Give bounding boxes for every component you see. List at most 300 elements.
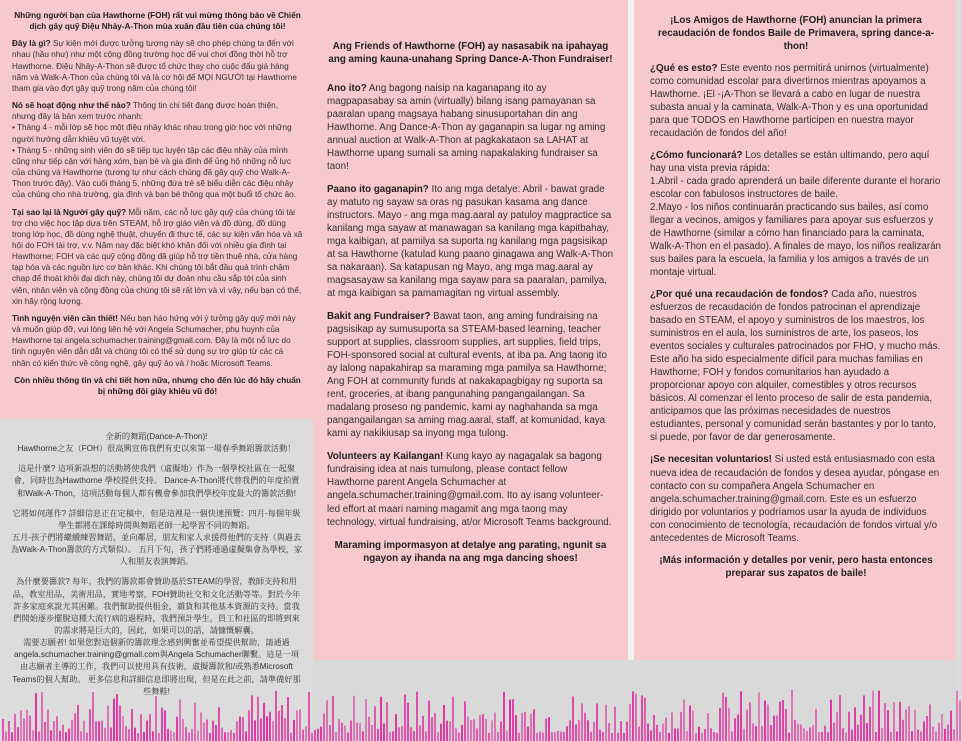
spanish-what-heading: ¿Qué es esto? <box>650 63 718 75</box>
sound-wave-bar <box>689 705 691 741</box>
sound-wave-bar <box>722 693 724 741</box>
sound-wave-bar <box>380 697 382 741</box>
sound-wave-bar <box>626 722 628 741</box>
sound-wave-bar <box>476 728 478 741</box>
sound-wave-bar <box>167 729 169 741</box>
sound-wave-bar <box>824 726 826 741</box>
sound-wave-bar <box>503 692 505 741</box>
sound-wave-bar <box>497 732 499 741</box>
sound-wave-bar <box>629 704 631 741</box>
sound-wave-bar <box>500 721 502 741</box>
sound-wave-bar <box>605 705 607 741</box>
sound-wave-bar <box>104 728 106 741</box>
sound-wave-bar <box>593 722 595 741</box>
sound-wave-bar <box>428 701 430 741</box>
sound-wave-bar <box>887 710 889 741</box>
sound-wave-bar <box>113 699 115 741</box>
sound-wave-bar <box>728 708 730 741</box>
sound-wave-bar <box>491 720 493 741</box>
sound-wave-bar <box>857 725 859 741</box>
sound-wave-bar <box>590 732 592 741</box>
sound-wave-bar <box>383 724 385 741</box>
sound-wave-bar <box>719 708 721 741</box>
sound-wave-bar <box>41 692 43 741</box>
sound-wave-bar <box>338 719 340 741</box>
sound-wave-bar <box>767 705 769 741</box>
sound-wave-bar <box>758 692 760 741</box>
sound-wave-bar <box>176 717 178 741</box>
sound-wave-bar <box>251 695 253 741</box>
sound-wave-bar <box>290 733 292 741</box>
sound-wave-bar <box>677 729 679 741</box>
sound-wave-bar <box>158 733 160 741</box>
sound-wave-bar <box>902 720 904 741</box>
sound-wave-bar <box>179 700 181 741</box>
vietnamese-title: Những người bạn của Hawthorne (FOH) rất vui mừng thông báo về Chiến dịch gây quỹ Điệu Nhảy-A-Thon mùa xuân đầu tiên của chúng tôi! <box>14 11 301 32</box>
sound-wave-bar <box>542 733 544 741</box>
tagalog-footer: Maraming impormasyon at detalye ang parating, ngunit sa ngayon ay ihanda na ang mga dancing shoes! <box>334 539 607 564</box>
sound-wave-bar <box>206 719 208 741</box>
sound-wave-bar <box>440 724 442 741</box>
sound-wave-bar <box>686 731 688 741</box>
vietnamese-footer: Còn nhiều thông tin và chi tiết hơn nữa, nhưng cho đến lúc đó hãy chuẩn bị những đôi giày khiêu vũ đó! <box>14 375 301 396</box>
sound-wave-bar <box>929 704 931 741</box>
tagalog-why-paragraph: Bakit ang Fundraiser? Bawat taon, ang aming fundraising na pagsisikap ay sumusuporta sa STEAM-based learning, teacher support at supplies, classroom supplies, art supplies, field trips, FOH-sponsored social at cultural events, at iba pa. Ang taong ito ay lalong napakahirap sa maraming mga pamilya sa Hawthorne; Ang FOH at community funds at nakakapagbigay ng suporta sa rent, groceries, at ibang pangunahing pangangailangan. Sa madalang proseso ng pandemic, kami ay naghahanda sa mga pangangailangan sa aming mag.aaral, staff, at komunidad, kaya kami ay nakikiusap sa inyong mga tulong. <box>327 311 607 440</box>
chinese-how-paragraph: 它將如何運作? 詳細信息正在定稿中，但是這裡是一個快速預覽：四月-每個年級學生都將在課餘時間與舞蹈老師一起學習不同的舞蹈。 <box>12 508 301 530</box>
sound-wave-bar <box>899 702 901 741</box>
sound-wave-bar <box>650 730 652 741</box>
sound-wave-bar <box>953 729 955 741</box>
sound-wave-bar <box>23 719 25 741</box>
sound-wave-bar <box>713 732 715 741</box>
sound-wave-bar <box>587 720 589 741</box>
vietnamese-how-paragraph: Nó sẽ hoạt động như thế nào? Thông tin chi tiết đang được hoàn thiện, nhưng đây là bản xem trước nhanh: • Tháng 4 - mỗi lớp sẽ học một điệu nhảy khác nhau trong giờ học với những người hướng dẫn khiêu vũ tuyệt vời. • Tháng 5 - những sinh viên đó sẽ tiếp tục luyện tập các điệu nhảy của mình cũng như tiếp cận với hàng xóm, bạn bè và gia đình để ủng hộ những nỗ lực của chúng và Hawthorne (tương tự như cách chúng đã gây quỹ cho Walk-A-Thon trước đây). Vào cuối tháng 5, những đứa trẻ sẽ biểu diễn các điệu nhảy của chúng cho nhà trường, gia đình và bạn bè thông qua một buổi tổ chức ảo. <box>12 101 296 200</box>
sound-wave-bar <box>188 732 190 741</box>
sound-wave-bar <box>782 700 784 741</box>
sound-wave-bar <box>836 712 838 741</box>
sound-wave-bar <box>908 706 910 741</box>
sound-wave-bar <box>197 731 199 741</box>
sound-wave-bar <box>44 722 46 741</box>
sound-wave-bar <box>701 733 703 741</box>
sound-wave-bar <box>554 732 556 741</box>
sound-wave-bar <box>851 730 853 741</box>
sound-wave-bar <box>614 707 616 741</box>
vietnamese-section <box>0 0 313 419</box>
sound-wave-bar <box>98 721 100 741</box>
sound-wave-bar <box>560 732 562 741</box>
sound-wave-bar <box>518 733 520 741</box>
sound-wave-bar <box>740 691 742 741</box>
tagalog-section <box>313 0 628 660</box>
tagalog-how-heading: Paano ito gaganapin? <box>327 184 429 196</box>
vietnamese-why-heading: Tại sao lại là Người gây quỹ? <box>12 207 127 217</box>
sound-wave-bar <box>359 723 361 741</box>
sound-wave-bar <box>374 706 376 741</box>
sound-wave-bar <box>275 691 277 741</box>
tagalog-title: Ang Friends of Hawthorne (FOH) ay nasasabik na ipahayag ang aming kauna-unahang Spring Dance-A-Thon Fundraiser! <box>328 41 613 66</box>
sound-wave-bar <box>938 723 940 741</box>
sound-wave-bar <box>269 712 271 741</box>
sound-wave-bar <box>521 713 523 741</box>
sound-wave-bar <box>350 720 352 741</box>
sound-wave-bar <box>92 692 94 741</box>
chinese-what-paragraph: 這是什麼? 這項新設想的活動將使我們（虛擬地）作為一個學校社區在一起聚會，同時也為Hawthorne 學校提供支持。 Dance-A-Thon將代替我們的年度拍賣和Walk-A-Thon，這項活動每個人都有機會參加我們學校年度最大的籌款活動! <box>13 464 300 498</box>
sound-wave-bar <box>161 708 163 741</box>
sound-wave-bar <box>656 725 658 741</box>
sound-wave-bar <box>683 700 685 741</box>
sound-wave-bar <box>956 691 958 741</box>
page-edge <box>956 0 962 741</box>
sound-wave-bar <box>419 725 421 741</box>
sound-wave-bar <box>17 727 19 741</box>
sound-wave-bar <box>470 720 472 741</box>
sound-wave-bar <box>326 700 328 741</box>
spanish-title: ¡Los Amigos de Hawthorne (FOH) anuncian la primera recaudación de fondos Baile de Primavera, spring dance-a-thon! <box>657 15 935 53</box>
sound-wave-bar <box>788 733 790 741</box>
sound-wave-bar <box>581 703 583 741</box>
sound-wave-bar <box>362 731 364 741</box>
sound-wave-bar <box>386 702 388 741</box>
sound-wave-bar <box>506 730 508 741</box>
sound-wave-bar <box>281 705 283 741</box>
sound-wave-bar <box>407 703 409 741</box>
sound-wave-bar <box>842 728 844 741</box>
sound-wave-bar <box>68 729 70 741</box>
sound-wave-bar <box>80 731 82 741</box>
sound-wave-bar <box>398 727 400 741</box>
tagalog-why-heading: Bakit ang Fundraiser? <box>327 311 431 323</box>
sound-wave-bar <box>62 725 64 741</box>
sound-wave-bar <box>473 719 475 741</box>
sound-wave-bar <box>332 696 334 741</box>
sound-wave-bar <box>185 727 187 741</box>
sound-wave-bar <box>545 719 547 741</box>
sound-wave-bar <box>914 710 916 741</box>
sound-wave-bar <box>47 710 49 741</box>
spanish-volunteers-paragraph: ¡Se necesitan voluntarios! Si usted está entusiasmado con esta nueva idea de recaudación de fondos y desea ayudar, póngase en contacto con su compañera Angela Schumacher en angela.schumacher.training@gmail.com. Este es un esfuerzo dirigido por voluntarios y podríamos usar la ayuda de individuos con conocimiento de tecnología, recaudación de fondos virtual y/o antecedentes de Microsoft Teams. <box>650 454 940 544</box>
sound-wave-bar <box>404 694 406 741</box>
sound-wave-bar <box>749 702 751 741</box>
sound-wave-bar <box>134 728 136 741</box>
sound-wave-bar <box>95 721 97 741</box>
sound-wave-bar <box>827 732 829 741</box>
sound-wave-bar <box>38 732 40 741</box>
sound-wave-bar <box>170 730 172 741</box>
sound-wave-bar <box>131 709 133 741</box>
sound-wave-bar <box>869 707 871 741</box>
sound-wave-bar <box>329 725 331 741</box>
sound-wave-bar <box>377 729 379 741</box>
sound-wave-bar <box>950 711 952 741</box>
sound-wave-bar <box>89 709 91 741</box>
sound-wave-bar <box>764 700 766 741</box>
sound-wave-bar <box>101 721 103 741</box>
sound-wave-bar <box>59 731 61 741</box>
vietnamese-volunteers-paragraph: Tình nguyện viên cần thiết! Nếu bạn háo hứng với ý tưởng gây quỹ mới này và muốn giúp đỡ, vui lòng liên hệ với Angela Schumacher, phụ huynh của Hawthorne tại angela.schumacher.training@gmail.com. Đây là một nỗ lực do tình nguyện viên dẫn dắt và chúng tôi có thể sử dụng sự trợ giúp từ các cá nhân có kiến thức về công nghệ, gây quỹ ảo và / hoặc Microsoft Teams. <box>12 313 296 368</box>
sound-wave-bar <box>200 712 202 741</box>
tagalog-volunteers-paragraph: Volunteers ay Kailangan! Kung kayo ay nagagalak sa bagong fundraising idea at nais tumulong, please contact fellow Hawthorne parent Angela Schumacher at angela.schumacher.training@gmail.com. Ito ay isang volunteer-led effort at maari naming magamit ang mga taong may technology, virtual fundraising, at/or Microsoft Teams background. <box>327 451 612 528</box>
sound-wave-bar <box>443 705 445 741</box>
sound-wave-bar <box>830 700 832 741</box>
sound-wave-bar <box>860 715 862 741</box>
sound-wave-bar <box>668 733 670 741</box>
sound-wave-bar <box>458 733 460 741</box>
sound-wave-bar <box>923 722 925 741</box>
tagalog-what-heading: Ano ito? <box>327 83 367 95</box>
sound-wave-bar <box>806 731 808 741</box>
sound-wave-bar <box>29 716 31 741</box>
sound-wave-bar <box>437 732 439 741</box>
spanish-section <box>634 0 956 660</box>
spanish-footer: ¡Más información y detalles por venir, pero hasta entonces preparar sus zapatos de baile! <box>659 554 933 579</box>
sound-wave-bar <box>110 728 112 741</box>
sound-wave-bar <box>71 720 73 741</box>
sound-wave-bar <box>815 709 817 741</box>
sound-wave-bar <box>890 732 892 741</box>
sound-wave-bar <box>623 733 625 741</box>
sound-wave-bar <box>746 710 748 741</box>
sound-wave-bar <box>5 732 7 741</box>
sound-wave-bar <box>455 728 457 741</box>
sound-wave-bar <box>539 731 541 741</box>
sound-wave-bar <box>392 731 394 741</box>
vietnamese-why-paragraph: Tại sao lại là Người gây quỹ? Mỗi năm, các nỗ lực gây quỹ của chúng tôi tài trợ cho việc học tập dựa trên STEAM, hỗ trợ giáo viên và đồ dùng, đồ dùng trong lớp học, đồ dùng nghệ thuật, chuyến đi thực tế, các sự kiện văn hóa và xã hội do FOH tài trợ, v.v. Năm nay đặc biệt khó khăn đối với nhiều gia đình tại Hawthorne; FOH và các quỹ cộng đồng đã giúp hỗ trợ tiền thuê nhà, cửa hàng tạp hóa và các nguồn lực cơ bản khác. Khi chúng tôi bắt đầu quá trình chậm chạp để thoát khỏi đại dịch này, chúng tôi dự đoán nhu cầu sắp tới của sinh viên, nhân viên và cộng đồng của chúng tôi sẽ rất lớn và vì vậy, nếu bạn có thể, xin hãy rộng lượng. <box>12 207 303 306</box>
sound-wave-bar <box>365 699 367 741</box>
sound-wave-bar <box>803 728 805 741</box>
sound-wave-bar <box>809 727 811 741</box>
sound-wave-bar <box>698 727 700 741</box>
tagalog-volunteers-heading: Volunteers ay Kailangan! <box>327 451 444 463</box>
sound-wave-bar <box>509 700 511 741</box>
sound-wave-bar <box>947 725 949 741</box>
sound-wave-bar <box>311 733 313 741</box>
sound-wave-bar <box>425 731 427 741</box>
spanish-volunteers-heading: ¡Se necesitan voluntarios! <box>650 454 772 466</box>
spanish-how-paragraph: ¿Cómo funcionará? Los detalles se están ultimando, pero aquí hay una vista previa rápida: 1.Abril - cada grado aprenderá un baile diferente durante el horario escolar con fabulosos instructores de baile. 2.Mayo - los niños continuarán practicando sus bailes, así como llegar a vecinos, amigos y familiares para apoyar sus esfuerzos y de Hawthorne (similar a cómo han financiado para la caminata, Walk-A-Thon en el pasado). A finales de mayo, los niños realizarán sus bailes para la escuela, la familia y los amigos a través de un montaje virtual. <box>650 150 941 279</box>
sound-wave-bar <box>413 731 415 741</box>
sound-wave-bar <box>791 690 793 741</box>
sound-wave-bar <box>845 732 847 741</box>
sound-wave-bar <box>494 713 496 741</box>
sound-wave-bar <box>641 695 643 741</box>
sound-wave-bar <box>305 726 307 741</box>
sound-wave-bar <box>389 732 391 741</box>
sound-wave-bar <box>317 729 319 741</box>
sound-wave-bar <box>878 691 880 741</box>
sound-wave-bar <box>218 707 220 741</box>
sound-wave-bar <box>149 714 151 741</box>
sound-wave-bar <box>14 714 16 741</box>
tagalog-what-paragraph: Ano ito? Ang bagong naisip na kaganapang ito ay magpapasabay sa amin (virtually) bilang isang pamayanan sa paaralan upang magsaya habang sinusuportahan din ang Hawthorne. Ang Dance-A-Thon ay gaganapin sa lugar ng aming annual auction at Walk-A-Thon at pagkakataon sa LAHAT at Hawthorne upang sumali sa aming napakalaking fundraiser sa taon! <box>327 83 606 173</box>
sound-wave-bar <box>263 703 265 741</box>
sound-wave-bar <box>536 733 538 741</box>
sound-wave-bar <box>278 711 280 741</box>
sound-wave-bar <box>584 713 586 741</box>
sound-wave-bar <box>551 732 553 741</box>
sound-wave-bar <box>8 721 10 741</box>
sound-wave-bar <box>341 723 343 741</box>
sound-wave-bar <box>533 709 535 741</box>
sound-wave-bar <box>125 726 127 741</box>
sound-wave-bar <box>452 697 454 741</box>
chinese-title: 全新的舞蹈(Dance-A-Thon)! <box>105 432 208 441</box>
sound-wave-bar <box>26 710 28 741</box>
sound-wave-bar <box>35 693 37 741</box>
sound-wave-bar <box>155 696 157 741</box>
sound-wave-bar <box>563 732 565 741</box>
sound-wave-bar <box>482 714 484 741</box>
spanish-why-paragraph: ¿Por qué una recaudación de fondos? Cada año, nuestros esfuerzos de recaudación de fondos patrocinan el aprendizaje basado en STEAM, el apoyo y suministros de los maestros, los suministros en el aula, los suministros de arte, los paseos, los eventos sociales y culturales patrocinados por FHO, y mucho más. Este año ha sido especialmente difícil para muchas familias en Hawthorne; FOH y fondos comunitarios han ayudado a proporcionar apoyo con alquiler, comestibles y otros recursos básicos. Al comenzar el lento proceso de salir de esta pandemia, anticipamos que las próximas necesidades de nuestros estudiantes, personal y comunidad serán bastantes y por lo tanto, si puede, por favor de dar generosamente. <box>650 289 941 444</box>
sound-wave-bar <box>50 730 52 741</box>
sound-wave-bar <box>320 726 322 741</box>
sound-wave-bar <box>302 730 304 741</box>
sound-wave-bar <box>866 723 868 741</box>
sound-wave-bar <box>245 732 247 741</box>
sound-wave-bar <box>896 732 898 741</box>
tagalog-how-paragraph: Paano ito gaganapin? Ito ang mga detalye: Abril - bawat grade ay matuto ng sayaw sa oras ng pasukan kasama ang dance instructors. Mayo - ang mga mag.aaral ay patuloy magpractice sa kanilang mga sayaw at manawagan sa kanilang mga kapitbahay, mga kaibigan, at pamilya sa suporta ng kanilang mga pagsisikap at sa Hawthorne (katulad kung paano ginagawa ang Walk-A-Thon sa nakaraan). Sa katapusan ng Mayo, ang mga mag.aaral ay magsasayaw sa kanilang mga sayaw para sa paaralan, pamilya, at mga kaibigan sa pamamagitan ng virtual assembly. <box>327 184 614 300</box>
sound-wave-bar <box>260 719 262 741</box>
sound-wave-bar <box>140 714 142 741</box>
sound-wave-bar <box>680 712 682 741</box>
sound-wave-bar <box>86 733 88 741</box>
sound-wave-bar <box>53 721 55 741</box>
sound-wave-bar <box>578 720 580 741</box>
sound-wave-bar <box>266 716 268 741</box>
sound-wave-bar <box>410 727 412 741</box>
sound-wave-bar <box>2 719 4 741</box>
sound-wave-bar <box>692 711 694 741</box>
sound-wave-bar <box>128 729 130 741</box>
sound-wave-bar <box>917 730 919 741</box>
sound-wave-bar <box>920 732 922 741</box>
sound-wave-bar <box>941 714 943 741</box>
sound-wave-bar <box>575 725 577 741</box>
sound-wave-bar <box>287 697 289 741</box>
sound-wave-bar <box>323 714 325 741</box>
sound-wave-bar <box>347 733 349 741</box>
sound-wave-bar <box>839 695 841 741</box>
sound-wave-bar <box>695 733 697 741</box>
sound-wave-bar <box>221 728 223 741</box>
sound-wave-bar <box>431 717 433 741</box>
sound-wave-bar <box>755 726 757 741</box>
sound-wave-bar <box>122 716 124 741</box>
sound-wave-bar <box>293 720 295 741</box>
sound-wave-bar <box>671 712 673 741</box>
sound-wave-bar <box>743 729 745 741</box>
sound-wave-bar <box>314 730 316 741</box>
sound-wave-bar <box>617 733 619 741</box>
sound-wave-bar <box>77 705 79 741</box>
sound-wave-bar <box>893 702 895 741</box>
sound-wave-bar <box>137 733 139 741</box>
sound-wave-bar <box>119 705 121 741</box>
sound-wave-bar <box>548 717 550 741</box>
sound-wave-bar <box>215 725 217 741</box>
sound-wave-bar <box>308 692 310 741</box>
chinese-may-paragraph: 五月-孩子們將繼續練習舞蹈，並向鄰居，朋友和家人求援得他們的支持（與過去為Walk-A-Thon籌款的方式類似）。 五月下旬，孩子們將通過虛擬集會為學校，家人和朋友表演舞蹈。 <box>10 532 303 567</box>
chinese-why-paragraph: 為什麼要籌款? 每年，我們的籌款都會贊助基於STEAM的學習，教師支持和用品，教室用品，美術用品，實地考察，FOH贊助社交和文化活動等等。對於今年許多家庭來說尤其困難。我們幫助提供租金，雜貨和其他基本資源的支持。當我們開始逐步擺脫這種大流行病的過程時，我們預計學生，員工和社區的即將到來的需求將是巨大的，因此，如果可以的話，請慷慨解囊。 <box>12 577 301 635</box>
sound-wave-bar <box>800 724 802 741</box>
sound-wave-bar <box>434 713 436 741</box>
sound-wave-bar <box>872 690 874 741</box>
sound-wave-bar <box>371 725 373 741</box>
sound-wave-bar <box>644 698 646 741</box>
sound-wave-bar <box>665 718 667 741</box>
sound-wave-bar <box>116 694 118 741</box>
sound-wave-bar <box>566 726 568 741</box>
sound-wave-bar <box>911 731 913 741</box>
sound-wave-bar <box>143 732 145 741</box>
sound-wave-bar <box>761 726 763 741</box>
sound-wave-bar <box>596 703 598 741</box>
sound-wave-bar <box>818 732 820 741</box>
sound-wave-bar <box>530 714 532 741</box>
sound-wave-bar <box>884 703 886 741</box>
sound-wave-bar <box>557 731 559 741</box>
sound-wave-bar <box>335 732 337 741</box>
sound-wave-bar <box>224 732 226 741</box>
sound-wave-bar <box>212 721 214 741</box>
sound-wave-bar <box>632 691 634 741</box>
sound-wave-bar <box>395 714 397 741</box>
sound-wave-bar <box>635 694 637 741</box>
sound-wave-bar <box>515 715 517 741</box>
sound-wave-bar <box>875 732 877 741</box>
sound-wave-bar <box>356 723 358 741</box>
vietnamese-what-heading: Đây là gì? <box>12 39 51 49</box>
sound-wave-bar <box>821 732 823 741</box>
sound-wave-bar <box>242 717 244 741</box>
sound-wave-bar <box>65 732 67 741</box>
chinese-volunteers-paragraph: 需要志願者! 如果您對這個新的籌款理念感到興奮並希望提供幫助，請通過angela.schumacher.training@gmail.com與Angela Schumacher聯繫。這是一項由志願者主導的工作，我們可以使用具有技術，虛擬籌款和/或熟悉Microsoft Teams的個人幫助。 更多信息和詳細信息即將出現，但是在此之前，請準備好那些舞鞋! <box>12 638 301 696</box>
sound-wave-bar <box>368 717 370 741</box>
sound-wave-bar <box>146 720 148 741</box>
sound-wave-bar <box>236 721 238 741</box>
sound-wave-bar <box>182 719 184 741</box>
sound-wave-bar <box>812 725 814 741</box>
sound-wave-bar <box>926 716 928 741</box>
sound-wave-bar <box>296 710 298 741</box>
sound-wave-bar <box>230 730 232 741</box>
sound-wave-bar <box>449 721 451 741</box>
sound-wave-bar <box>74 713 76 741</box>
sound-wave-bar <box>797 724 799 741</box>
sound-wave-bar <box>257 697 259 741</box>
sound-wave-bar <box>461 725 463 741</box>
spanish-why-heading: ¿Por qué una recaudación de fondos? <box>650 289 829 301</box>
sound-wave-bar <box>467 717 469 741</box>
sound-wave-bar <box>416 692 418 741</box>
sound-wave-bar <box>602 732 604 741</box>
sound-wave-bar <box>731 731 733 741</box>
sound-wave-bar <box>107 706 109 741</box>
sound-wave-bar <box>863 695 865 741</box>
sound-wave-bar <box>704 729 706 741</box>
sound-wave-bar <box>659 732 661 741</box>
sound-wave-bar <box>299 709 301 741</box>
sound-wave-bar <box>164 710 166 741</box>
sound-wave-bar <box>422 716 424 741</box>
sound-wave-bar <box>611 733 613 741</box>
sound-wave-bar <box>944 729 946 741</box>
sound-wave-bar <box>725 697 727 741</box>
sound-wave-bar <box>152 731 154 741</box>
sound-wave-bar <box>794 720 796 741</box>
sound-wave-bar <box>227 732 229 741</box>
sound-wave-bar <box>620 721 622 741</box>
